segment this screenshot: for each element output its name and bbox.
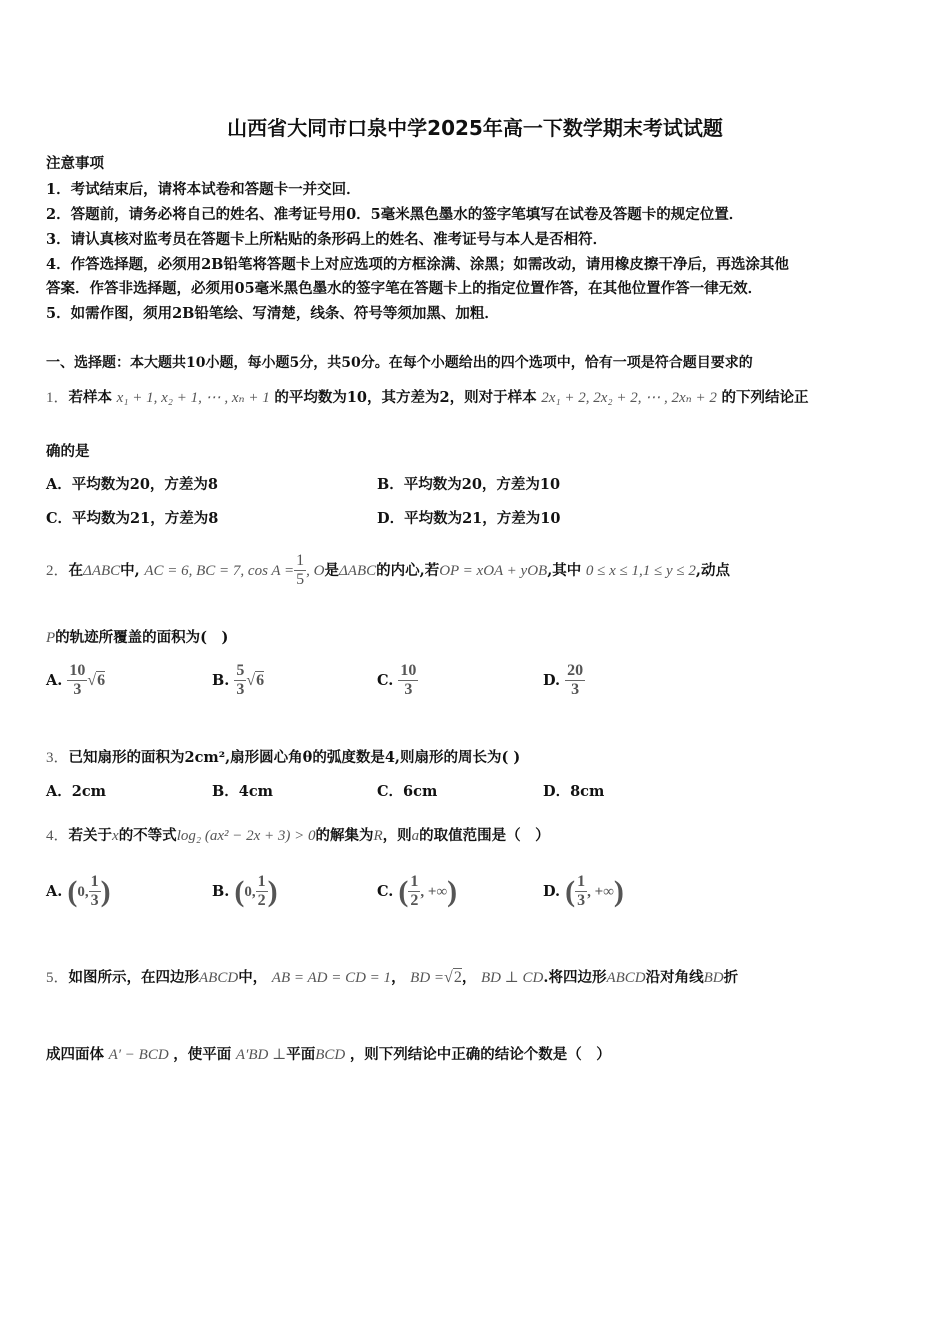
- q1-option-a[interactable]: A．平均数为20，方差为8: [46, 476, 219, 493]
- q3-option-b[interactable]: B．4cm: [212, 783, 274, 800]
- q1-option-b[interactable]: B．平均数为20，方差为10: [377, 476, 561, 493]
- note-item: 3．请认真核对监考员在答题卡上所粘贴的条形码上的姓名、准考证号与本人是否相符．: [46, 231, 608, 248]
- question-5-stem-cont: 成四面体 A′ − BCD ，使平面 A′BD ⊥平面BCD ，则下列结论中正确的结论个数是（ ）: [46, 1046, 611, 1063]
- question-number: 1．: [46, 390, 69, 406]
- question-number: 5．: [46, 970, 69, 986]
- question-number: 2．: [46, 562, 69, 579]
- q2-option-b[interactable]: B. $\frac{5}{3}$ √6: [212, 662, 265, 699]
- note-item: 2．答题前，请务必将自己的姓名、准考证号用0．5毫米黑色墨水的签字笔填写在试卷及答题卡的规定位置．: [46, 206, 744, 223]
- q4-option-b[interactable]: B. (0, $\frac{1}{2}$ ): [212, 873, 278, 910]
- q2-option-a[interactable]: A. $\frac{10}{3}$ √6: [46, 662, 106, 699]
- question-1-stem: 1．若样本 x₁ + 1, x₂ + 1, ⋯ , xₙ + 1 的平均数为10，其方差为2，则对于样本 2x₁ + 2, 2x₂ + 2, ⋯ , 2xₙ + 2 的下列结论正: [46, 389, 809, 406]
- math-expression: x₁ + 1, x₂ + 1, ⋯ , xₙ + 1: [116, 390, 270, 406]
- notes-heading: 注意事项: [46, 155, 104, 172]
- q1-option-d[interactable]: D．平均数为21，方差为10: [377, 510, 561, 527]
- q4-option-a[interactable]: A. (0, $\frac{1}{3}$ ): [46, 873, 111, 910]
- q3-option-d[interactable]: D．8cm: [543, 783, 605, 800]
- question-2-stem-cont: P的轨迹所覆盖的面积为( ): [46, 629, 229, 646]
- exam-title: 山西省大同市口泉中学2025年高一下数学期末考试试题: [227, 116, 723, 140]
- fraction: $\frac{1}{5}$: [296, 552, 305, 589]
- q2-option-d[interactable]: D. $\frac{20}{3}$: [543, 662, 584, 699]
- q1-option-c[interactable]: C．平均数为21，方差为8: [46, 510, 219, 527]
- question-3-stem: 3．已知扇形的面积为2cm²,扇形圆心角θ的弧度数是4,则扇形的周长为( ): [46, 749, 521, 766]
- q2-option-c[interactable]: C. $\frac{10}{3}$: [377, 662, 417, 699]
- note-item: 5．如需作图，须用2B铅笔绘、写清楚，线条、符号等须加黑、加粗．: [46, 305, 499, 322]
- question-4-stem: 4．若关于x的不等式log₂ (ax² − 2x + 3) > 0的解集为R，则a的取值范围是（ ）: [46, 827, 550, 844]
- section-heading: 一、选择题：本大题共10小题，每小题5分，共50分。在每个小题给出的四个选项中，恰有一项是符合题目要求的: [46, 355, 753, 371]
- question-number: 3．: [46, 750, 69, 766]
- q3-option-c[interactable]: C．6cm: [377, 783, 438, 800]
- question-number: 4．: [46, 828, 69, 844]
- note-item: 答案．作答非选择题，必须用05毫米黑色墨水的签字笔在答题卡上的指定位置作答，在其他位置作答一律无效．: [46, 280, 763, 297]
- note-item: 1．考试结束后，请将本试卷和答题卡一并交回．: [46, 181, 361, 198]
- note-item: 4．作答选择题，必须用2B铅笔将答题卡上对应选项的方框涂满、涂黑；如需改动，请用橡皮擦干净后，再选涂其他: [46, 256, 789, 273]
- q3-option-a[interactable]: A．2cm: [46, 783, 107, 800]
- q4-option-c[interactable]: C. ( $\frac{1}{2}$ , +∞): [377, 873, 458, 910]
- question-1-stem-cont: 确的是: [46, 443, 90, 460]
- question-5-stem: 5．如图所示，在四边形ABCD中， AB = AD = CD = 1， BD =√2， BD ⊥ CD.将四边形ABCD沿对角线BD折: [46, 969, 739, 986]
- q4-option-d[interactable]: D. ( $\frac{1}{3}$ , +∞): [543, 873, 624, 910]
- math-expression: 2x₁ + 2, 2x₂ + 2, ⋯ , 2xₙ + 2: [541, 390, 717, 406]
- question-2-stem: 2．在ΔABC中, AC = 6, BC = 7, cos A = $\frac{1}{5}$ , O是ΔABC的内心,若OP = xOA + yOB,其中 0 ≤ x ≤ 1,1 ≤ y ≤ 2,动点: [46, 552, 730, 589]
